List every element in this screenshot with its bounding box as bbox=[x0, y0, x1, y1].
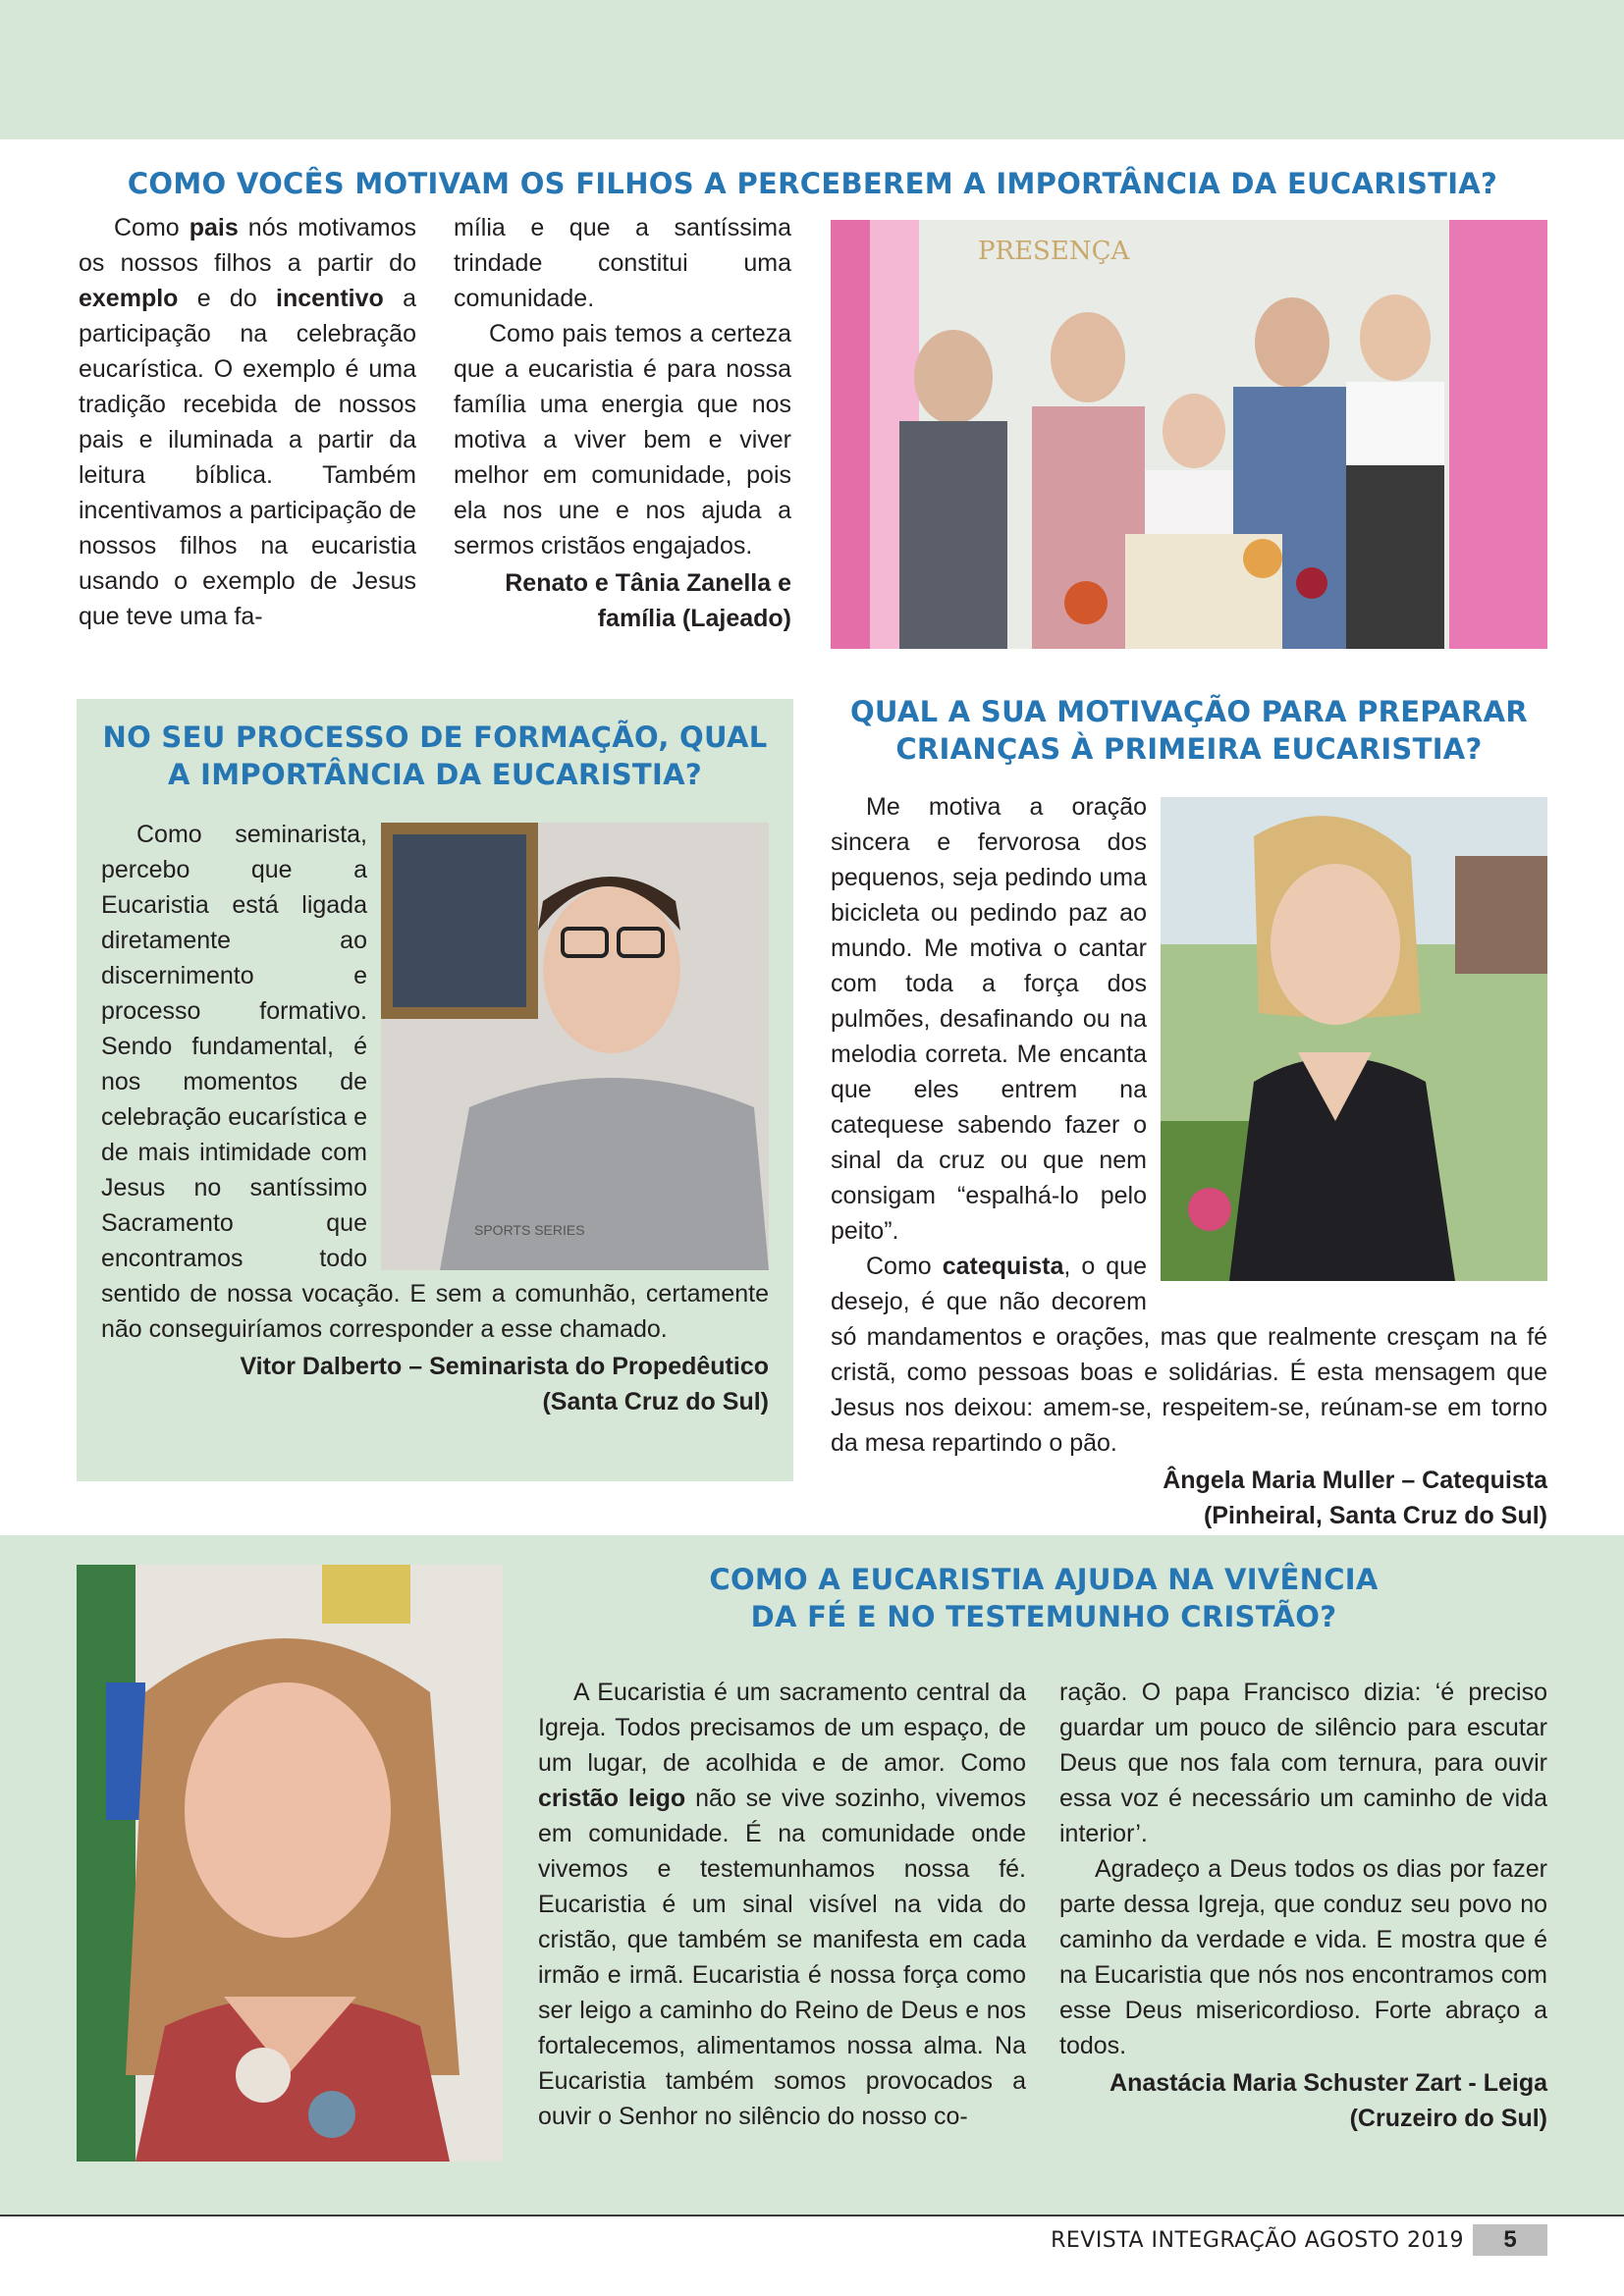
top-color-band bbox=[0, 0, 1624, 139]
section1-col1-paragraph: Como pais nós motivamos os nossos filhos a partir do exemplo e do incentivo a participação na celebração eucarística. O exemplo é uma tradição recebida de nossos pais e iluminada a partir da leitura bíblica. Também incentivamos a participação de nossos filhos na eucaristia usando o exemplo de Jesus que teve uma fa- bbox=[79, 214, 417, 630]
section4-author-line2: (Cruzeiro do Sul) bbox=[1349, 2105, 1547, 2132]
section2-body bbox=[101, 817, 769, 1419]
section1-col2-p1: mília e que a santíssima trindade constitui uma comunidade. bbox=[454, 214, 791, 312]
section4-col2-p1: ração. O papa Francisco dizia: ‘é preciso guardar um pouco de silêncio para escutar Deus que nos fala com ternura, para ouvir essa voz é necessário um caminho de vida interior’. bbox=[1059, 1679, 1547, 1847]
section4-col1-paragraph: A Eucaristia é um sacramento central da Igreja. Todos precisamos de um espaço, de um lugar, de acolhida e de amor. Como cristão leigo não se vive sozinho, vivemos em comunidade. É na comunidade onde vivemos e testemunhamos nossa fé. Eucaristia é um sinal visível na vida do cristão, que também se manifesta em cada irmão e irmã. Eucaristia é nossa força como ser leigo a caminho do Reino de Deus e nos fortalecemos, alimentamos nossa alma. Na Eucaristia também somos provocados a ouvir o Senhor no silêncio do nosso co- bbox=[538, 1679, 1026, 2130]
family-photo bbox=[831, 220, 1547, 649]
lay-woman-photo bbox=[77, 1565, 503, 2162]
section2-author-line1: Vitor Dalberto – Seminarista do Propedêutico bbox=[240, 1353, 769, 1380]
footer-rule bbox=[0, 2215, 1624, 2216]
section4-col2-p2: Agradeço a Deus todos os dias por fazer parte dessa Igreja, que conduz seu povo no caminho da verdade e vida. E mostra que é na Eucaristia que nós nos encontramos com esse Deus misericordioso. Forte abraço a todos. bbox=[1059, 1855, 1547, 2059]
section3-author-line2: (Pinheiral, Santa Cruz do Sul) bbox=[1203, 1502, 1547, 1529]
section3-heading: QUAL A SUA MOTIVAÇÃO PARA PREPARAR CRIANÇAS À PRIMEIRA EUCARISTIA? bbox=[849, 695, 1529, 766]
seminarian-photo bbox=[381, 823, 769, 1270]
page-number: 5 bbox=[1473, 2224, 1547, 2256]
section4-col1 bbox=[538, 1675, 1026, 2134]
section2-author-line2: (Santa Cruz do Sul) bbox=[542, 1388, 769, 1415]
section4-author-line1: Anastácia Maria Schuster Zart - Leiga bbox=[1110, 2069, 1547, 2097]
section3-paragraph1: Me motiva a oração sincera e fervorosa dos pequenos, seja pedindo uma bicicleta ou pedindo paz ao mundo. Me motiva o cantar com toda a força dos pulmões, desafinando ou na melodia correta. Me encanta que eles entrem na catequese sabendo fazer o sinal da cruz ou que nem consigam “espalhá-lo pelo peito”. bbox=[831, 793, 1147, 1245]
section2-heading: NO SEU PROCESSO DE FORMAÇÃO, QUAL A IMPORTÂNCIA DA EUCARISTIA? bbox=[102, 721, 768, 791]
section3-paragraph2: Como catequista, o que desejo, é que não decorem só mandamentos e orações, mas que realmente cresçam na fé cristã, como pessoas boas e solidárias. É esta mensagem que Jesus nos deixou: amem-se, respeitem-se, reúnam-se em torno da mesa repartindo o pão. bbox=[831, 1253, 1547, 1457]
section1-author-line1: Renato e Tânia Zanella e bbox=[505, 569, 791, 597]
section3-author-line1: Ângela Maria Muller – Catequista bbox=[1163, 1467, 1547, 1494]
section2-paragraph: Como seminarista, percebo que a Eucaristia está ligada diretamente ao discernimento e processo formativo. Sendo fundamental, é nos momentos de celebração eucarística e de mais intimidade com Jesus no santíssimo Sacramento que encontramos todo sentido de nossa vocação. E sem a comunhão, certamente não conseguiríamos corresponder a esse chamado. bbox=[101, 821, 769, 1343]
section1-author-line2: família (Lajeado) bbox=[597, 605, 791, 632]
footer-magazine-name: REVISTA INTEGRAÇÃO AGOSTO 2019 bbox=[1051, 2228, 1464, 2253]
section1-col2 bbox=[454, 210, 791, 636]
section1-col1 bbox=[79, 210, 416, 634]
section1-heading: COMO VOCÊS MOTIVAM OS FILHOS A PERCEBEREM A IMPORTÂNCIA DA EUCARISTIA? bbox=[127, 167, 1498, 200]
banner-text: PRESENÇA bbox=[978, 237, 1130, 266]
shirt-text: SPORTS SERIES bbox=[474, 1222, 585, 1238]
section4-heading: COMO A EUCARISTIA AJUDA NA VIVÊNCIA DA FÉ E NO TESTEMUNHO CRISTÃO? bbox=[709, 1563, 1379, 1633]
section1-col2-p2: Como pais temos a certeza que a eucaristia é para nossa família uma energia que nos motiva a viver bem e viver melhor em comunidade, pois ela nos une e nos ajuda a sermos cristãos engajados. bbox=[454, 320, 791, 560]
catechist-photo bbox=[1161, 797, 1547, 1281]
section3-body bbox=[831, 789, 1547, 1533]
section4-col2 bbox=[1059, 1675, 1547, 2136]
